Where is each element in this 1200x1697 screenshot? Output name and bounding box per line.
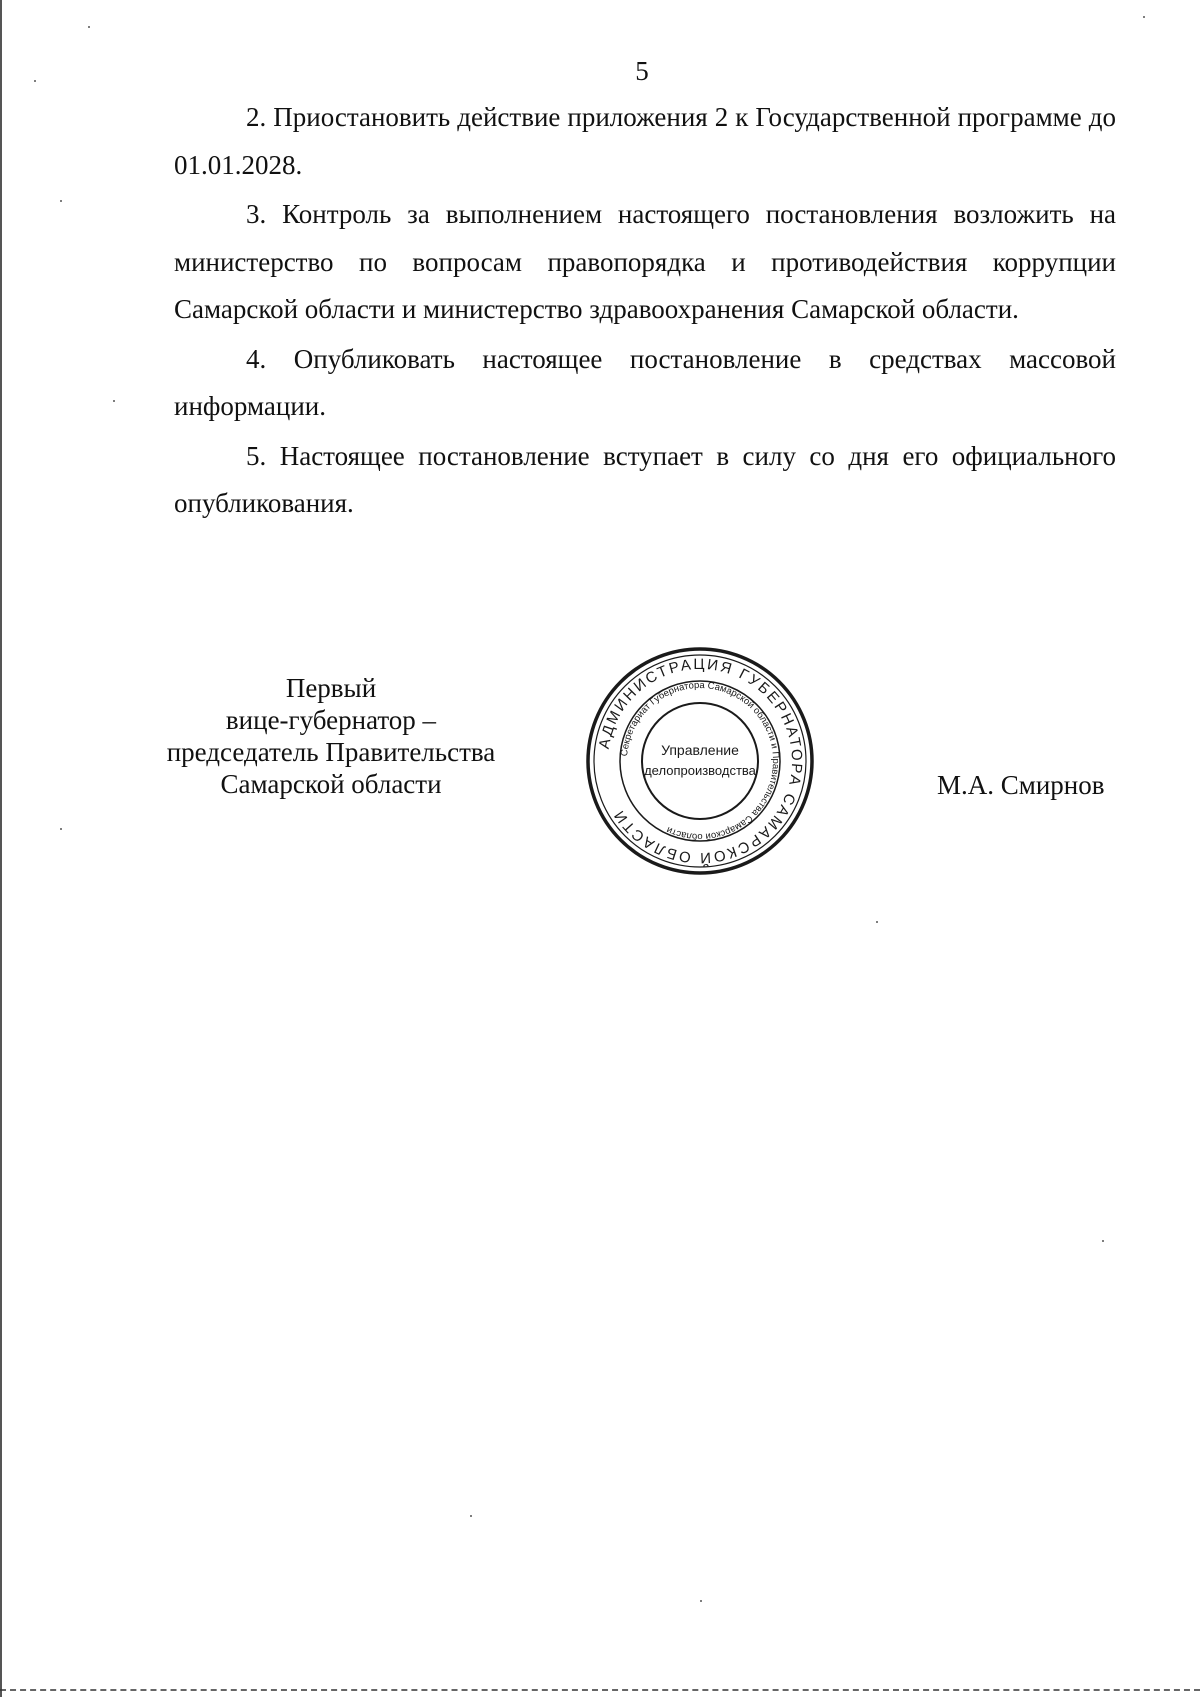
paragraph-text: Опубликовать настоящее постановление в средствах массовой информации. bbox=[174, 343, 1116, 421]
paragraph-number: 5. bbox=[246, 440, 267, 471]
signatory-title bbox=[150, 672, 512, 800]
seal-inner-text: Секретариат Губернатора Самарской области и Правительства Самарской области bbox=[619, 679, 782, 843]
paragraph-2 bbox=[174, 94, 1116, 189]
paragraph-number: 2. bbox=[246, 102, 267, 132]
signatory-title-line: председатель Правительства bbox=[166, 737, 496, 767]
paragraph-3 bbox=[174, 191, 1116, 334]
signatory-name: М.А. Смирнов bbox=[937, 770, 1105, 800]
signatory-title-line: вице-губернатор – bbox=[225, 705, 437, 735]
scan-speck bbox=[113, 400, 115, 402]
scan-speck bbox=[34, 80, 36, 82]
scan-speck bbox=[88, 26, 90, 28]
paragraph-text: Контроль за выполнением настоящего постановления возложить на министерство по вопросам правопорядка и противодействия коррупции Самарской области и министерство здравоохранения Самарской области. bbox=[174, 199, 1116, 324]
official-seal bbox=[582, 645, 818, 877]
scan-speck bbox=[700, 1600, 702, 1602]
document-body bbox=[174, 94, 1116, 530]
seal-outer-text: АДМИНИСТРАЦИЯ ГУБЕРНАТОРА САМАРСКОЙ ОБЛАСТИ bbox=[595, 655, 806, 867]
scan-bottom-edge bbox=[0, 1689, 1200, 1691]
signatory-title-line: Самарской области bbox=[220, 769, 442, 799]
signatory-title-line: Первый bbox=[285, 673, 377, 703]
scan-speck bbox=[470, 1515, 472, 1517]
paragraph-5 bbox=[174, 433, 1116, 528]
scan-speck bbox=[1143, 16, 1145, 18]
scan-left-edge bbox=[0, 0, 2, 1697]
paragraph-4 bbox=[174, 336, 1116, 431]
paragraph-number: 3. bbox=[246, 199, 267, 229]
scan-speck bbox=[1102, 1240, 1104, 1242]
scan-speck bbox=[876, 921, 878, 923]
page-number: 5 bbox=[635, 56, 649, 86]
scan-speck bbox=[60, 828, 62, 830]
seal-center-border bbox=[642, 703, 758, 819]
paragraph-text: Приостановить действие приложения 2 к Государственной программе до 01.01.2028. bbox=[174, 102, 1116, 180]
paragraph-number: 4. bbox=[246, 343, 267, 374]
seal-center-line1: Управление bbox=[661, 742, 739, 758]
seal-center-line2: делопроизводства bbox=[644, 763, 756, 778]
paragraph-text: Настоящее постановление вступает в силу со дня его официального опубликования. bbox=[174, 440, 1116, 518]
scan-speck bbox=[60, 200, 62, 202]
